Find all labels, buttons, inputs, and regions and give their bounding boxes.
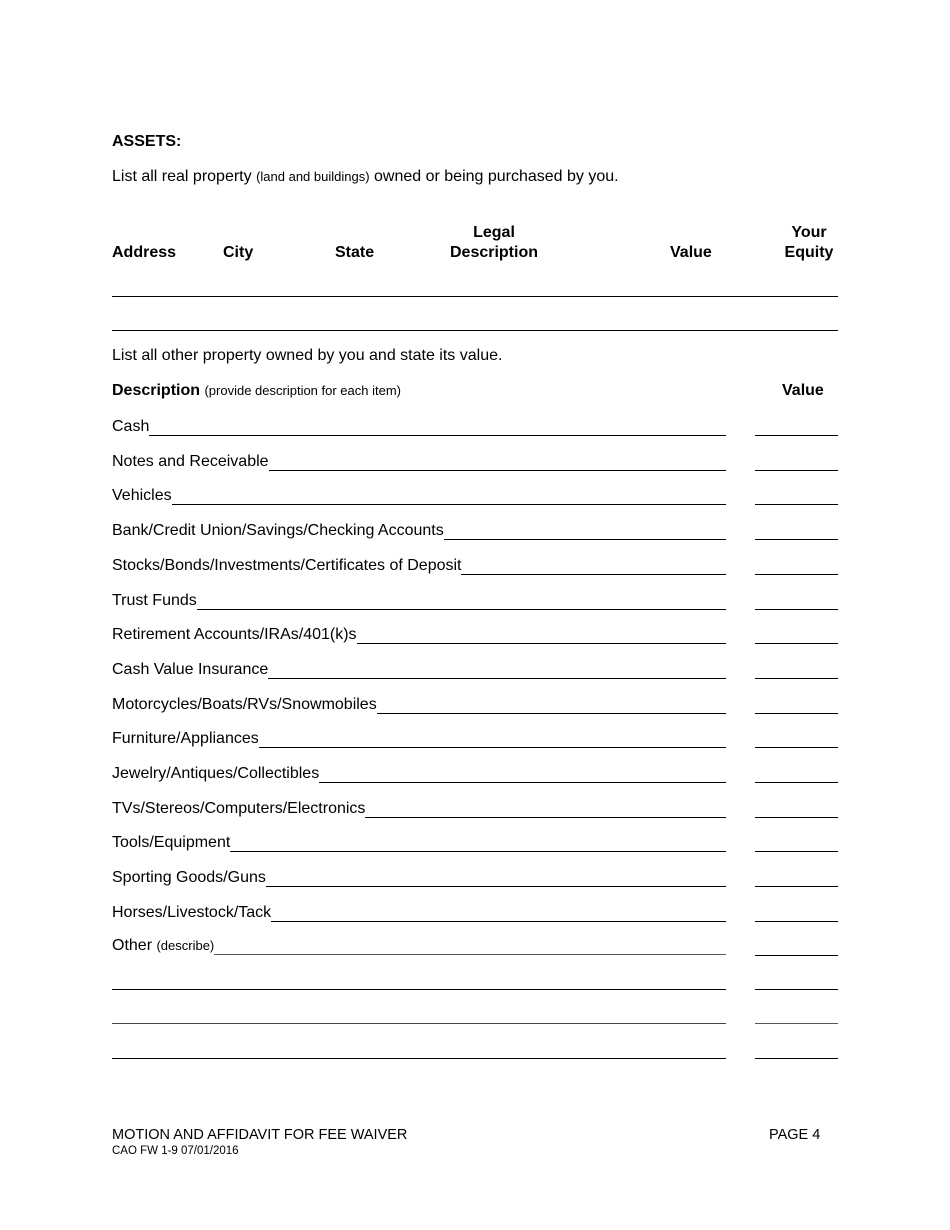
asset-row-label: Retirement Accounts/IRAs/401(k)s — [112, 626, 357, 643]
real-property-intro — [112, 168, 619, 186]
asset-row-label: Motorcycles/Boats/RVs/Snowmobiles — [112, 696, 377, 713]
legal-line1: Legal — [473, 224, 515, 241]
asset-row-label: Cash Value Insurance — [112, 661, 269, 678]
asset-row[interactable] — [112, 692, 726, 716]
equity-line1: Your — [791, 224, 827, 241]
asset-row[interactable] — [112, 830, 726, 854]
asset-value-line[interactable] — [755, 817, 838, 818]
other-label: Other — [112, 937, 153, 954]
asset-value-line[interactable] — [755, 435, 838, 436]
asset-row[interactable] — [112, 726, 726, 750]
asset-value-line[interactable] — [755, 470, 838, 471]
asset-row-label: Vehicles — [112, 487, 172, 504]
asset-value-line[interactable] — [755, 886, 838, 887]
asset-row-label: Furniture/Appliances — [112, 730, 259, 747]
asset-description-line[interactable] — [268, 678, 726, 679]
footer-page-number: PAGE 4 — [769, 1127, 821, 1143]
asset-description-line[interactable] — [197, 609, 726, 610]
asset-description-line[interactable] — [365, 817, 726, 818]
asset-description-line[interactable] — [266, 886, 726, 887]
extra-description-line[interactable] — [112, 1023, 726, 1024]
asset-description-line[interactable] — [149, 435, 726, 436]
asset-value-line[interactable] — [755, 678, 838, 679]
other-description-line[interactable] — [214, 954, 726, 955]
column-header-your-equity — [779, 223, 839, 263]
asset-row[interactable] — [112, 449, 726, 473]
column-header-value: Value — [670, 244, 712, 261]
asset-description-line[interactable] — [319, 782, 726, 783]
asset-value-line[interactable] — [755, 851, 838, 852]
asset-value-line[interactable] — [755, 609, 838, 610]
asset-row[interactable] — [112, 518, 726, 542]
asset-description-line[interactable] — [461, 574, 726, 575]
asset-row[interactable] — [112, 553, 726, 577]
legal-line2: Description — [449, 244, 538, 261]
asset-row[interactable] — [112, 622, 726, 646]
asset-description-line[interactable] — [269, 470, 726, 471]
asset-value-line[interactable] — [755, 713, 838, 714]
asset-row-label: Jewelry/Antiques/Collectibles — [112, 765, 320, 782]
description-header-note: (provide description for each item) — [204, 383, 401, 398]
asset-row-label: Sporting Goods/Guns — [112, 869, 266, 886]
asset-row-label: Trust Funds — [112, 592, 197, 609]
asset-row-label: Cash — [112, 418, 150, 435]
column-header-legal-description — [447, 223, 541, 263]
asset-row-label: Tools/Equipment — [112, 834, 231, 851]
asset-value-line[interactable] — [755, 504, 838, 505]
extra-description-line[interactable] — [112, 989, 726, 990]
asset-row[interactable] — [112, 483, 726, 507]
asset-value-line[interactable] — [755, 747, 838, 748]
other-note: (describe) — [156, 938, 215, 953]
asset-value-line[interactable] — [755, 782, 838, 783]
asset-row[interactable] — [112, 865, 726, 889]
asset-value-line[interactable] — [755, 574, 838, 575]
section-title: ASSETS: — [112, 133, 182, 150]
asset-row[interactable] — [112, 588, 726, 612]
asset-row[interactable] — [112, 796, 726, 820]
asset-row-label: Stocks/Bonds/Investments/Certificates of Deposit — [112, 557, 462, 574]
extra-description-line[interactable] — [112, 1058, 726, 1059]
other-value-line[interactable] — [755, 955, 838, 956]
asset-row[interactable] — [112, 761, 726, 785]
asset-row-other[interactable] — [112, 933, 726, 957]
asset-value-line[interactable] — [755, 643, 838, 644]
asset-row[interactable] — [112, 900, 726, 924]
asset-description-line[interactable] — [172, 504, 726, 505]
equity-line2: Equity — [784, 244, 834, 261]
real-property-entry-line[interactable] — [112, 330, 838, 331]
asset-description-line[interactable] — [271, 921, 726, 922]
footer-form-code: CAO FW 1-9 07/01/2016 — [112, 1145, 239, 1157]
other-property-intro: List all other property owned by you and state its value. — [112, 347, 503, 364]
asset-row-label: Bank/Credit Union/Savings/Checking Accounts — [112, 522, 444, 539]
asset-description-line[interactable] — [357, 643, 726, 644]
column-header-address: Address — [112, 244, 177, 261]
asset-row[interactable] — [112, 414, 726, 438]
value-header: Value — [782, 382, 824, 399]
asset-row[interactable] — [112, 657, 726, 681]
asset-description-line[interactable] — [259, 747, 726, 748]
extra-value-line[interactable] — [755, 1058, 838, 1059]
description-header-label: Description — [112, 382, 201, 399]
asset-value-line[interactable] — [755, 921, 838, 922]
asset-description-line[interactable] — [444, 539, 726, 540]
asset-description-line[interactable] — [377, 713, 726, 714]
intro-text-before: List all real property — [112, 168, 252, 185]
asset-description-line[interactable] — [230, 851, 726, 852]
column-header-city: City — [223, 244, 254, 261]
extra-value-line[interactable] — [755, 989, 838, 990]
column-header-state: State — [335, 244, 375, 261]
asset-row-label: Horses/Livestock/Tack — [112, 904, 272, 921]
asset-row-label: TVs/Stereos/Computers/Electronics — [112, 800, 366, 817]
asset-row-label: Notes and Receivable — [112, 453, 269, 470]
real-property-entry-line[interactable] — [112, 296, 838, 297]
asset-value-line[interactable] — [755, 539, 838, 540]
intro-text-small: (land and buildings) — [256, 169, 370, 184]
description-header — [112, 382, 401, 400]
extra-value-line[interactable] — [755, 1023, 838, 1024]
intro-text-after: owned or being purchased by you. — [374, 168, 619, 185]
footer-title: MOTION AND AFFIDAVIT FOR FEE WAIVER — [112, 1127, 408, 1143]
asset-row-other-label — [112, 936, 214, 957]
